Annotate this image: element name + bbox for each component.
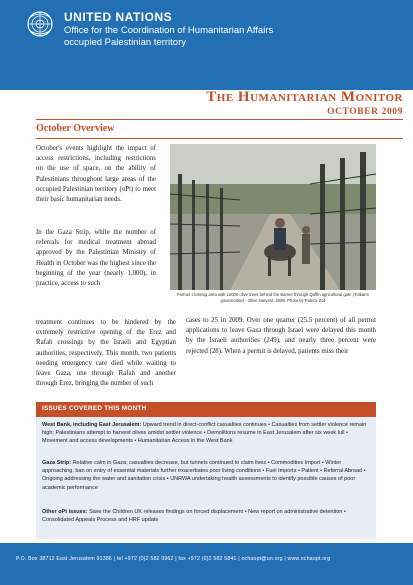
issue-other-text: Save the Children UK releases findings on forced displacement • New report on administrative detention • Consolidated Appeals Process and HRF update (42, 509, 346, 524)
publication-date: OCTOBER 2009 (327, 107, 403, 117)
publication-title: The Humanitarian Monitor (206, 89, 403, 105)
paragraph-intro: October's events highlight the impact of access restrictions, including restrictions on the use of space, on the ability of Palestinians throughout large areas of the occupied Palestinian territory (oPt) to meet their basic humanitarian needs. (36, 145, 156, 204)
issues-box (36, 402, 376, 539)
issue-west-bank (42, 421, 372, 446)
issues-heading: ISSUES COVERED THIS MONTH (42, 405, 147, 412)
org-name: UNITED NATIONS (64, 10, 173, 24)
issue-gaza (42, 459, 372, 492)
footer-contact: P.O. Box 38712 East Jerusalem 91386 | tel +972 (0)2 582 9962 | fax +972 (0)2 582 5841 | ochaopt@un.org | www.ochaopt.org (16, 556, 331, 562)
footer-banner (0, 543, 413, 585)
issue-other (42, 508, 372, 524)
paragraph-right-column: cases to 25 in 2009. Over one quarter (25.5 percent) of all permit applications to leave Gaza through Israel were delayed this month by the Israeli authorities (249), and nearly three percent were rejected (28). When a permit is delayed, patients miss their (186, 317, 376, 355)
section-title: October Overview (36, 123, 115, 134)
photo-illustration (170, 144, 376, 290)
issue-west-bank-label: West Bank, including East Jerusalem: (42, 422, 142, 428)
territory-name: occupied Palestinian territory (64, 37, 186, 48)
header-banner (0, 0, 413, 90)
issue-gaza-label: Gaza Strip: (42, 460, 72, 466)
issues-heading-bar (36, 402, 376, 417)
paragraph-gaza-continued: treatment continues to be hindered by the extremely restrictive opening of the Erez and Rafah crossings by the Israeli and Egyptian authorities, respectively. This month, two patients needing emergency care died while waiting to leave Gaza, one through Rafah and another through Erez, bringing the number of such (36, 319, 176, 388)
photo-caption: Farmer crossing area with 12000 olive trees behind the Barrier through Qaffin agricultural gate (Tulkarm governorate) - Olive Harvest, 2009. Photo by Patrick Zoll (176, 292, 370, 303)
title-divider (36, 119, 403, 120)
paragraph-gaza: In the Gaza Strip, while the number of referrals for medical treatment abroad approved by the Palestinian Ministry of Health in October was the highest since the beginning of the year (nearly 1,000), in practice, access to such (36, 229, 156, 288)
un-emblem-icon (26, 10, 54, 38)
issue-other-label: Other oPt issues: (42, 509, 88, 515)
section-divider (36, 138, 403, 139)
issue-gaza-text: Relative calm in Gaza; casualties decrease, but tunnels continued to claim lives • Commodities Import • Winter approaching, ban on entry of essential materials further exacerbates poor living conditions • Fuel Imports • Patient • Referral Abroad • Ongoing addressing the water and sanitation crisis • UNRWA undertaking health assessments to identify possible causes of poor academic performance (42, 460, 366, 491)
office-name: Office for the Coordination of Humanitarian Affairs (64, 25, 274, 36)
olive-harvest-photo (170, 144, 376, 290)
issue-west-bank-text: Upward trend in direct-conflict casualties continues • Casualties from settler violence remain high; Palestinians attempt to harvest olives amidst settler violence • Demolitions resume in East Jerusalem after six week lull • Movement and access developments • Humanitarian Access in the West Bank (42, 422, 367, 445)
